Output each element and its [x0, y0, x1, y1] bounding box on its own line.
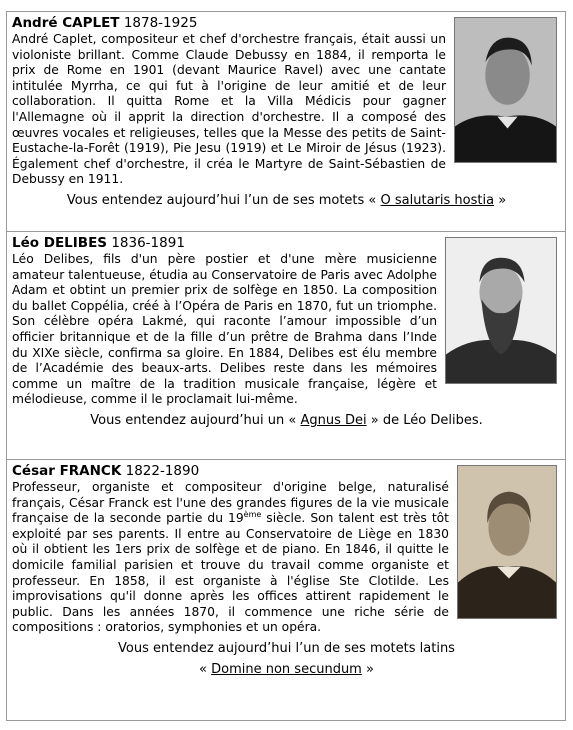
composer-table — [6, 11, 566, 721]
composer-name: César FRANCK — [12, 463, 122, 479]
listen-prefix: Vous entendez aujourd’hui un « — [90, 412, 297, 428]
composer-years: 1822-1890 — [125, 463, 200, 479]
delibes-portrait-engraving — [445, 237, 557, 384]
listen-suffix: » — [498, 192, 507, 208]
bio-superscript: ème — [243, 510, 262, 520]
listen-line — [12, 638, 561, 680]
composer-name: André CAPLET — [12, 15, 120, 31]
listen-prefix: Vous entendez aujourd’hui l’un de ses motets « — [66, 192, 377, 208]
listen-line-1: Vous entendez aujourd’hui l’un de ses motets latins — [118, 640, 455, 656]
composer-name: Léo DELIBES — [12, 235, 108, 251]
composer-entry-delibes — [7, 232, 565, 460]
listen-prefix: « — [199, 661, 207, 677]
composer-years: 1878-1925 — [123, 15, 198, 31]
composer-bio: André Caplet, compositeur et chef d'orchestre français, était aussi un violoniste brillant. Comme Claude Debussy en 1884, il remporta le prix de Rome en 1901 (devant Maurice Ravel) avec une cantate intitulée Myrrha, ce qui fut à l'origine de leur amitié et de leur collaboration. Il quitta Rome et la Villa Médicis pour gagner l'Allemagne où il apprit la direction d'orchestre. Il a composé des œuvres vocales et religieuses, telles que la Messe des petits de Saint-Eustache-la-Forêt (1919), Pie Jesu (1919) et Le Miroir de Jésus (1923). Également chef d'orchestre, il créa le Martyre de Saint-Sébastien de Debussy en 1911. — [12, 32, 446, 187]
listen-line — [12, 410, 561, 431]
listen-line — [12, 190, 561, 211]
franck-portrait-photo — [457, 465, 557, 619]
caplet-portrait-photo — [454, 17, 557, 163]
bio-part-2: siècle. Son talent est très tôt exploité par ses parents. Il entre au Conservatoire de Liège en 1830 où il obtient les 1ers prix de solfège et de piano. En 1846, il quitte le domicile familial parisien et trouve du travail comme organiste et professeur. En 1858, il est organiste à l'église Ste Clotilde. Les improvisations qu'il donne après les offices attirent rapidement le public. Dans les années 1870, il commence une riche série de compositions : oratorios, symphonies et un opéra. — [12, 511, 450, 635]
composer-entry-caplet — [7, 12, 565, 232]
composer-entry-franck — [7, 460, 565, 720]
listen-line-2 — [12, 659, 561, 680]
work-link-domine-non-secundum[interactable]: Domine non secundum — [211, 661, 362, 677]
work-link-o-salutaris[interactable]: O salutaris hostia — [380, 192, 495, 208]
work-link-agnus-dei[interactable]: Agnus Dei — [300, 412, 367, 428]
bio-part-1: Professeur, organiste et compositeur d'origine belge, naturalisé français, César Franck est l'une des grandes figures de la vie musicale française de la seconde partie du 19 — [12, 480, 449, 526]
composer-years: 1836-1891 — [111, 235, 185, 251]
listen-suffix: » de Léo Delibes. — [370, 412, 483, 428]
composer-bio: Léo Delibes, fils d'un père postier et d'une mère musicienne amateur talentueuse, étudia au Conservatoire de Paris avec Adolphe Adam et obtint un premier prix de solfège en 1850. La composition du ballet Coppélia, créé à l’Opéra de Paris en 1870, fut un triomphe. Son célèbre opéra Lakmé, qui raconte l’amour impossible d’un officier britannique et de la fille d’un prêtre de Brahma dans l’Inde du XIXe siècle, confirma sa gloire. En 1884, Delibes est élu membre de l’Académie des beaux-arts. Delibes reste dans les mémoires comme un maître de la tradition musicale française, légère et mélodieuse, comme il le proclamait lui-même. — [12, 252, 437, 407]
listen-suffix: » — [366, 661, 374, 677]
